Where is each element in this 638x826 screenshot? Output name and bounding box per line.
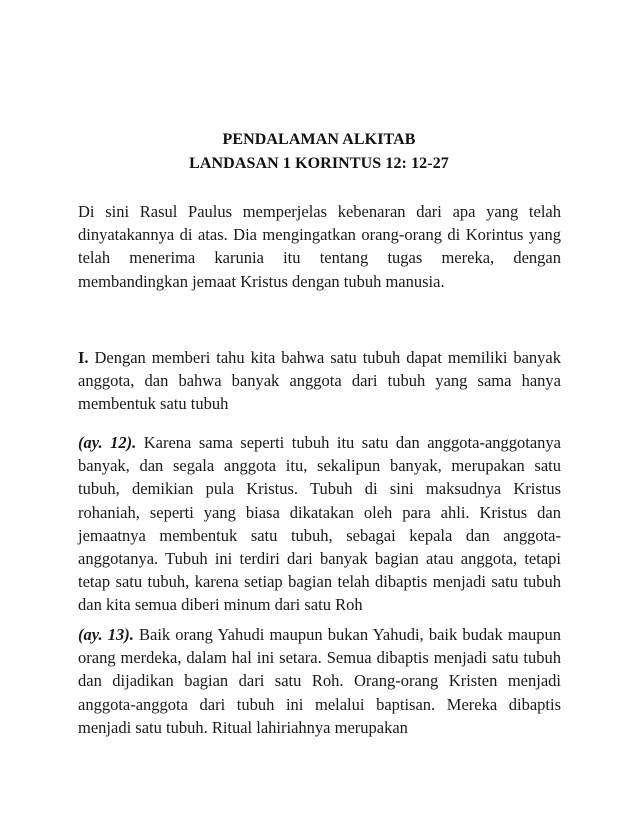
section-1-text: Dengan memberi tahu kita bahwa satu tubuh dapat memiliki banyak anggota, dan bahwa banyak anggota dari tubuh yang sama hanya membentuk satu tubuh	[78, 348, 561, 414]
verse-12-text: Karena sama seperti tubuh itu satu dan anggota-anggotanya banyak, dan segala anggota itu, sekalipun banyak, merupakan satu tubuh, demikian pula Kristus. Tubuh di sini maksudnya Kristus rohaniah, seperti yang biasa dikatakan oleh para ahli. Kristus dan jemaatnya membentuk satu tubuh, sebagai kepala dan anggota-anggotanya. Tubuh ini terdiri dari banyak bagian atau anggota, tetapi tetap satu tubuh, karena setiap bagian telah dibaptis menjadi satu tubuh dan kita semua diberi minum dari satu Roh	[78, 433, 562, 615]
section-1-marker: I.	[78, 348, 89, 367]
verse-13-paragraph	[78, 623, 561, 739]
verse-12-reference: (ay. 12).	[78, 433, 137, 452]
document-title: PENDALAMAN ALKITAB	[222, 131, 416, 148]
verse-12-paragraph	[78, 431, 561, 617]
section-1-paragraph	[78, 346, 561, 416]
verse-13-reference: (ay. 13).	[78, 625, 134, 644]
document-subtitle: LANDASAN 1 KORINTUS 12: 12-27	[189, 155, 449, 172]
intro-paragraph: Di sini Rasul Paulus memperjelas kebenaran dari apa yang telah dinyatakannya di atas. Dia mengingatkan orang-orang di Korintus yang telah menerima karunia itu tentang tugas mereka, dengan membandingkan jemaat Kristus dengan tubuh manusia.	[78, 202, 561, 291]
verse-13-text: Baik orang Yahudi maupun bukan Yahudi, baik budak maupun orang merdeka, dalam hal ini setara. Semua dibaptis menjadi satu tubuh dan dijadikan bagian dari satu Roh. Orang-orang Kristen menjadi anggota-anggota dari tubuh ini melalui baptisan. Mereka dibaptis menjadi satu tubuh. Ritual lahiriahnya merupakan	[78, 625, 561, 737]
